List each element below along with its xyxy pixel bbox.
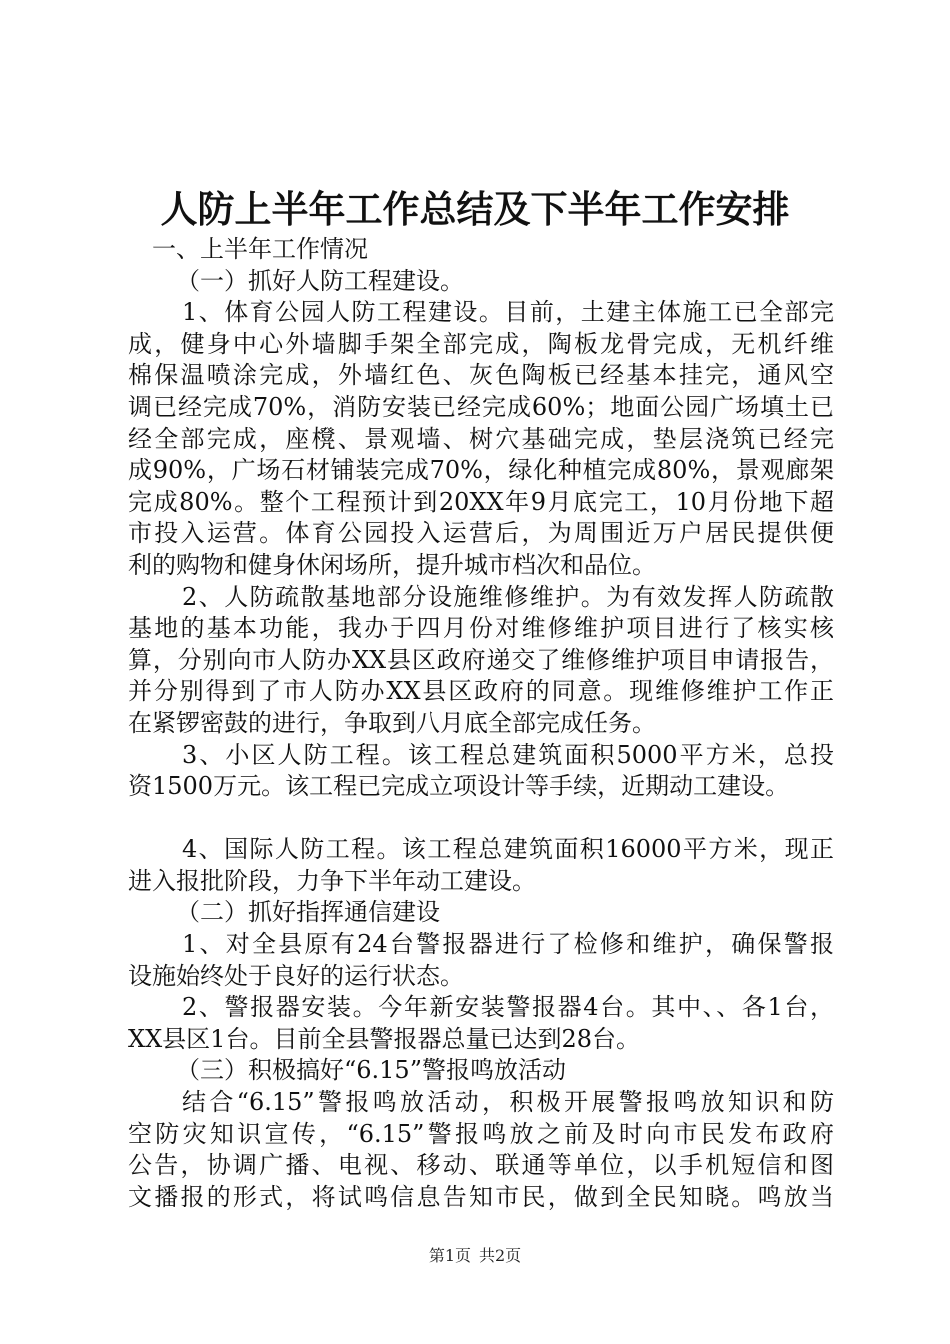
- paragraph-line: 2、人防疏散基地部分设施维修维护。为有效发挥人防疏散: [182, 582, 834, 611]
- page-number: 第1页: [428, 1246, 471, 1265]
- paragraph-line: 进入报批阶段，力争下半年动工建设。: [128, 866, 536, 895]
- subsection-heading: （二）抓好指挥通信建设: [176, 898, 440, 927]
- paragraph-line: 文播报的形式，将试鸣信息告知市民，做到全民知晓。鸣放当: [128, 1182, 834, 1211]
- paragraph-line: 基地的基本功能，我办于四月份对维修维护项目进行了核实核: [128, 614, 834, 643]
- paragraph-line: 棉保温喷涂完成，外墙红色、灰色陶板已经基本挂完，通风空: [128, 361, 834, 390]
- section-heading: 一、上半年工作情况: [152, 235, 368, 263]
- document-title: 人防上半年工作总结及下半年工作安排: [160, 187, 790, 231]
- paragraph-line: 空防灾知识宣传，“6.15”警报鸣放之前及时向市民发布政府: [128, 1119, 834, 1148]
- paragraph-line: 设施始终处于良好的运行状态。: [128, 961, 464, 990]
- paragraph-line: 经全部完成，座櫈、景观墙、树穴基础完成，垫层浇筑已经完: [128, 424, 834, 453]
- paragraph-line: 利的购物和健身休闲场所，提升城市档次和品位。: [128, 550, 656, 579]
- paragraph-line: 4、国际人防工程。该工程总建筑面积16000平方米，现正: [182, 835, 834, 864]
- paragraph-line: 算，分别向市人防办XX县区政府递交了维修维护项目申请报告，: [128, 645, 834, 674]
- paragraph-line: 并分别得到了市人防办XX县区政府的同意。现维修维护工作正: [128, 677, 834, 706]
- paragraph-line: 成，健身中心外墙脚手架全部完成，陶板龙骨完成，无机纤维: [128, 329, 834, 358]
- paragraph-line: XX县区1台。目前全县警报器总量已达到28台。: [128, 1024, 640, 1053]
- document-body: [128, 234, 834, 1213]
- paragraph-line: 调已经完成70%，消防安装已经完成60%；地面公园广场填土已: [128, 392, 834, 421]
- subsection-heading: （三）积极搞好“6.15”警报鸣放活动: [176, 1056, 566, 1085]
- subsection-heading: （一）抓好人防工程建设。: [176, 266, 464, 295]
- paragraph-line: 公告，协调广播、电视、移动、联通等单位，以手机短信和图: [128, 1151, 834, 1180]
- paragraph-line: 成90%，广场石材铺装完成70%，绿化种植完成80%，景观廊架: [128, 456, 834, 485]
- paragraph-line: 在紧锣密鼓的进行，争取到八月底全部完成任务。: [128, 708, 656, 737]
- paragraph-line: 1、体育公园人防工程建设。目前，土建主体施工已全部完: [182, 298, 834, 327]
- page-total: 共2页: [479, 1246, 522, 1265]
- paragraph-line: 1、对全县原有24台警报器进行了检修和维护，确保警报: [182, 930, 834, 959]
- paragraph-line: 资1500万元。该工程已完成立项设计等手续，近期动工建设。: [128, 772, 790, 801]
- paragraph-line: 2、警报器安装。今年新安装警报器4台。其中、、各1台，: [182, 993, 834, 1022]
- paragraph-line: 完成80%。整个工程预计到20XX年9月底完工，10月份地下超: [128, 487, 834, 516]
- paragraph-line: 3、小区人防工程。该工程总建筑面积5000平方米，总投: [182, 740, 834, 769]
- blank-line: [128, 803, 834, 835]
- page-footer: [0, 1244, 950, 1268]
- paragraph-line: 结合“6.15”警报鸣放活动，积极开展警报鸣放知识和防: [182, 1088, 834, 1117]
- paragraph-line: 市投入运营。体育公园投入运营后，为周围近万户居民提供便: [128, 519, 834, 548]
